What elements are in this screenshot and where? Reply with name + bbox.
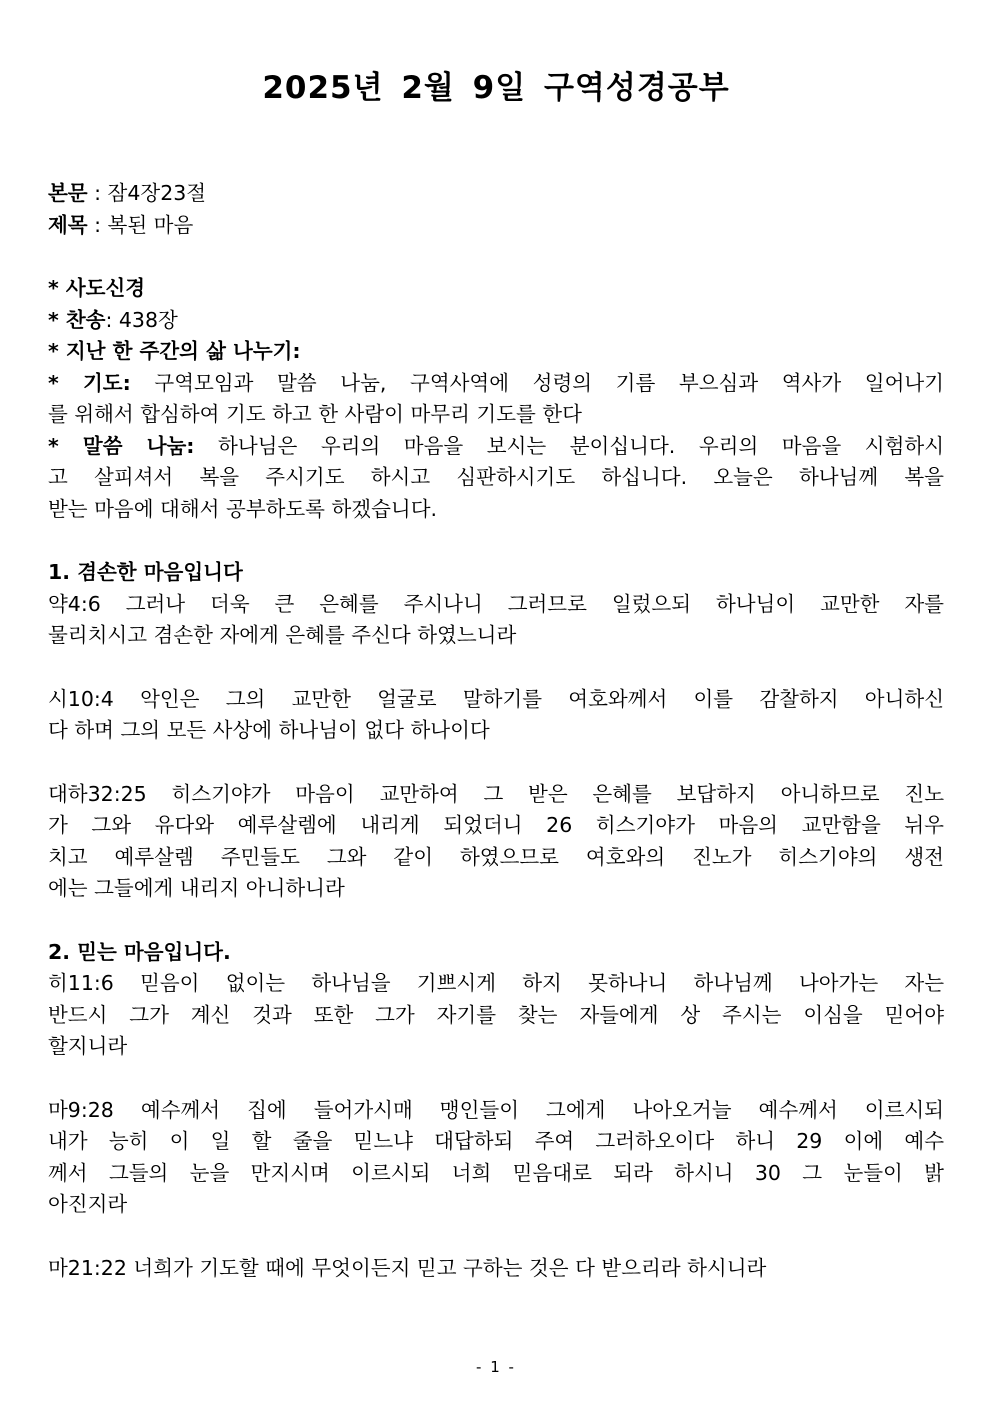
word-label: * 말씀 나눔: [48,433,195,458]
hymn-label: * 찬송 [48,307,106,332]
section2-p3-line1: 마21:22 너희가 기도할 때에 무엇이든지 믿고 구하는 것은 다 받으리라 하시니라 [48,1255,767,1280]
share-item: * 지난 한 주간의 삶 나누기: [48,339,301,363]
word-text-3: 받는 마음에 대해서 공부하도록 하겠습니다. [48,496,438,521]
section2-p1-line2: 반드시 그가 계신 것과 또한 그가 자기를 찾는 자들에게 상 주시는 이심을 믿어야 [48,1002,944,1027]
subject-value: : 복된 마음 [87,212,194,237]
prayer-item-line [48,368,944,400]
hymn-item [48,305,944,337]
word-item-line [48,431,944,463]
prayer-text-2: 를 위해서 합심하여 기도 하고 한 사람이 마무리 기도를 한다 [48,402,582,426]
page-number: - 1 - [476,1358,516,1376]
hymn-value: : 438장 [105,307,178,332]
section2-p1-line1: 히11:6 믿음이 없이는 하나님을 기쁘시게 하지 못하나니 하나님께 나아가는 자는 [48,971,944,995]
scripture-text-label: 본문 [48,181,88,205]
section1-p3-line3: 치고 예루살렘 주민들도 그와 같이 하였으므로 여호와의 진노가 히스기야의 생전 [48,844,944,869]
section1-p1-line2: 물리치시고 겸손한 자에게 은혜를 주신다 하였느니라 [48,623,517,647]
section1-p2-line2: 다 하며 그의 모든 사상에 하나님이 없다 하나이다 [48,718,490,742]
word-text-2: 고 살피셔서 복을 주시기도 하시고 심판하시기도 하십니다. 오늘은 하나님께 복을 [48,465,944,489]
spacer [48,1221,944,1253]
section2-p2-line2: 내가 능히 이 일 할 줄을 믿느냐 대답하되 주여 그러하오이다 하니 29 이에 예수 [48,1129,944,1153]
subject-label: 제목 [48,212,88,237]
section2-p2-line4: 아진지라 [48,1192,128,1216]
spacer [48,652,944,684]
spacer [48,905,944,937]
creed-item: * 사도신경 [48,276,146,300]
prayer-label: * 기도: [48,370,131,395]
section1-p3-line4: 에는 그들에게 내리지 아니하니라 [48,876,345,900]
spacer [48,1063,944,1095]
section1-p2-line1: 시10:4 악인은 그의 교만한 얼굴로 말하기를 여호와께서 이를 감찰하지 아니하신 [48,686,944,711]
section2-p1-line3: 할지니라 [48,1034,128,1058]
section1-p3-line1: 대하32:25 히스기야가 마음이 교만하여 그 받은 은혜를 보답하지 아니하므로 진노 [48,781,944,806]
section1-heading: 1. 겸손한 마음입니다 [48,560,243,584]
subject-line [48,210,944,242]
prayer-text-1: 구역모임과 말씀 나눔, 구역사역에 성령의 기름 부으심과 역사가 일어나기 [130,370,944,395]
section2-heading: 2. 믿는 마음입니다. [48,939,231,964]
document-body [48,178,944,1284]
scripture-text-value: : 잠4장23절 [87,181,207,205]
document-title: 2025년 2월 9일 구역성경공부 [262,70,730,106]
section2-p2-line1: 마9:28 예수께서 집에 들어가시매 맹인들이 그에게 나아오거늘 예수께서 이르시되 [48,1097,944,1122]
spacer [48,747,944,779]
spacer [48,525,944,557]
spacer [48,241,944,273]
section1-p1-line1: 약4:6 그러나 더욱 큰 은혜를 주시나니 그러므로 일렀으되 하나님이 교만한 자를 [48,591,944,616]
scripture-text-line [48,178,944,210]
section1-p3-line2: 가 그와 유다와 예루살렘에 내리게 되었더니 26 히스기야가 마음의 교만함을 뉘우 [48,813,944,837]
section2-p2-line3: 께서 그들의 눈을 만지시며 이르시되 너희 믿음대로 되라 하시니 30 그 눈들이 밝 [48,1160,944,1185]
word-text-1: 하나님은 우리의 마음을 보시는 분이십니다. 우리의 마음을 시험하시 [194,433,944,458]
